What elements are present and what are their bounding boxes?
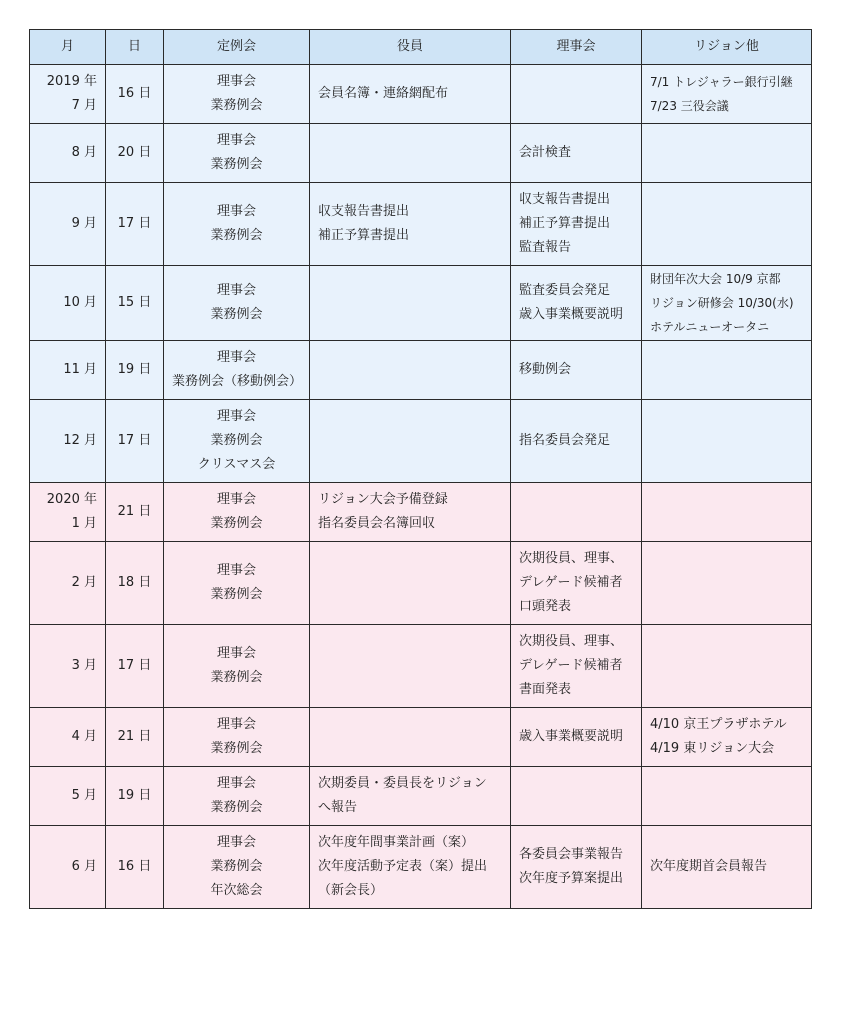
cell-line: 3 月 [71, 658, 97, 673]
regular-meeting-cell [164, 542, 310, 625]
table-row [30, 266, 812, 341]
cell-line: 書面発表 [519, 682, 572, 697]
cell-line: 次年度年間事業計画（案） [318, 835, 475, 850]
table-row [30, 767, 812, 826]
cell-line: 理事会 [216, 835, 256, 850]
schedule-table [29, 29, 812, 909]
cell-line: 7/1 トレジャラー銀行引継 [650, 75, 793, 89]
cell-line: 7/23 三役会議 [650, 99, 729, 113]
region-other-cell [642, 266, 812, 341]
cell-line: 理事会 [216, 133, 256, 148]
day-cell: 21 日 [106, 708, 164, 767]
cell-line: 次年度期首会員報告 [650, 859, 768, 874]
table-header [30, 30, 812, 65]
officers-cell [310, 65, 511, 124]
cell-line: 次年度活動予定表（案）提出 [318, 859, 488, 874]
regular-meeting-cell [164, 708, 310, 767]
cell-line: 監査報告 [519, 240, 572, 255]
board-cell [511, 767, 642, 826]
officers-cell [310, 266, 511, 341]
cell-line: 次期委員・委員長をリジョン [318, 776, 487, 791]
cell-line: 理事会 [216, 563, 256, 578]
cell-line: 業務例会 [210, 157, 263, 172]
cell-line: 補正予算書提出 [519, 216, 611, 231]
table-row [30, 400, 812, 483]
month-cell [30, 767, 106, 826]
cell-line: 業務例会 [210, 741, 263, 756]
cell-line: 会計検査 [519, 145, 572, 160]
month-cell [30, 341, 106, 400]
board-cell [511, 826, 642, 909]
header-month: 月 [30, 30, 106, 65]
day-cell: 17 日 [106, 400, 164, 483]
officers-cell [310, 767, 511, 826]
region-other-cell [642, 542, 812, 625]
table-row [30, 625, 812, 708]
cell-line: 9 月 [71, 216, 97, 231]
cell-line: リジョン研修会 10/30(水) [650, 296, 794, 310]
day-cell: 20 日 [106, 124, 164, 183]
regular-meeting-cell [164, 767, 310, 826]
cell-line: 年次総会 [210, 883, 263, 898]
cell-line: 次期役員、理事、 [519, 634, 624, 649]
header-row [30, 30, 812, 65]
cell-line: 理事会 [216, 283, 256, 298]
board-cell [511, 266, 642, 341]
cell-line: 口頭発表 [519, 599, 572, 614]
officers-cell [310, 341, 511, 400]
table-row [30, 708, 812, 767]
region-other-cell [642, 65, 812, 124]
cell-line: 各委員会事業報告 [519, 847, 624, 862]
cell-line: 収支報告書提出 [318, 204, 410, 219]
cell-line: 補正予算書提出 [318, 228, 410, 243]
cell-line: 歳入事業概要説明 [519, 729, 624, 744]
month-cell [30, 625, 106, 708]
day-cell: 17 日 [106, 183, 164, 266]
month-cell [30, 65, 106, 124]
header-day: 日 [106, 30, 164, 65]
cell-line: 4/19 東リジョン大会 [650, 741, 775, 756]
region-other-cell [642, 708, 812, 767]
cell-line: 理事会 [216, 74, 256, 89]
cell-line: 10 月 [63, 295, 97, 310]
day-cell: 21 日 [106, 483, 164, 542]
header-region-other: リジョン他 [642, 30, 812, 65]
board-cell [511, 341, 642, 400]
region-other-cell [642, 183, 812, 266]
board-cell [511, 65, 642, 124]
cell-line: ホテルニューオータニ [650, 320, 770, 334]
day-cell: 19 日 [106, 341, 164, 400]
cell-line: 指名委員会名簿回収 [318, 516, 436, 531]
cell-line: 業務例会 [210, 516, 263, 531]
region-other-cell [642, 124, 812, 183]
officers-cell [310, 708, 511, 767]
month-cell [30, 400, 106, 483]
officers-cell [310, 826, 511, 909]
cell-line: デレゲード候補者 [519, 658, 623, 673]
month-cell [30, 483, 106, 542]
board-cell [511, 625, 642, 708]
board-cell [511, 124, 642, 183]
cell-line: 4 月 [71, 729, 97, 744]
day-cell: 15 日 [106, 266, 164, 341]
table-row [30, 65, 812, 124]
region-other-cell [642, 483, 812, 542]
cell-line: 財団年次大会 10/9 京都 [650, 272, 781, 286]
region-other-cell [642, 767, 812, 826]
month-cell [30, 183, 106, 266]
cell-line: へ報告 [318, 800, 358, 815]
cell-line: 業務例会 [210, 98, 263, 113]
table-body [30, 65, 812, 909]
region-other-cell [642, 400, 812, 483]
cell-line: （新会長） [318, 883, 384, 898]
cell-line: 理事会 [216, 409, 256, 424]
cell-line: 12 月 [63, 433, 97, 448]
cell-line: 2 月 [71, 575, 97, 590]
table-row [30, 341, 812, 400]
table-row [30, 542, 812, 625]
board-cell [511, 183, 642, 266]
cell-line: 業務例会 [210, 670, 263, 685]
cell-line: 業務例会 [210, 587, 263, 602]
regular-meeting-cell [164, 625, 310, 708]
table-row [30, 124, 812, 183]
regular-meeting-cell [164, 124, 310, 183]
cell-line: 理事会 [216, 204, 256, 219]
cell-line: 業務例会 [210, 433, 263, 448]
cell-line: 会員名簿・連絡網配布 [318, 86, 449, 101]
header-regular-meeting: 定例会 [164, 30, 310, 65]
cell-line: 収支報告書提出 [519, 192, 611, 207]
table-row [30, 483, 812, 542]
cell-line: 業務例会 [210, 307, 263, 322]
month-cell [30, 708, 106, 767]
regular-meeting-cell [164, 183, 310, 266]
officers-cell [310, 124, 511, 183]
cell-line: 2019 年 [46, 74, 97, 89]
month-cell [30, 542, 106, 625]
cell-line: 業務例会 [210, 800, 263, 815]
day-cell: 16 日 [106, 65, 164, 124]
cell-line: 11 月 [63, 362, 97, 377]
month-cell [30, 826, 106, 909]
regular-meeting-cell [164, 826, 310, 909]
board-cell [511, 483, 642, 542]
cell-line: 業務例会（移動例会） [172, 374, 303, 389]
day-cell: 19 日 [106, 767, 164, 826]
cell-line: 理事会 [216, 776, 256, 791]
cell-line: 1 月 [71, 516, 97, 531]
cell-line: 監査委員会発足 [519, 283, 611, 298]
board-cell [511, 400, 642, 483]
cell-line: 4/10 京王プラザホテル [650, 717, 787, 732]
cell-line: 移動例会 [519, 362, 572, 377]
regular-meeting-cell [164, 483, 310, 542]
cell-line: 8 月 [71, 145, 97, 160]
officers-cell [310, 483, 511, 542]
officers-cell [310, 625, 511, 708]
cell-line: リジョン大会予備登録 [318, 492, 448, 507]
table-row [30, 183, 812, 266]
cell-line: 5 月 [71, 788, 97, 803]
cell-line: デレゲード候補者 [519, 575, 623, 590]
region-other-cell [642, 826, 812, 909]
day-cell: 17 日 [106, 625, 164, 708]
region-other-cell [642, 625, 812, 708]
cell-line: クリスマス会 [197, 457, 276, 472]
cell-line: 7 月 [71, 98, 97, 113]
cell-line: 次年度予算案提出 [519, 871, 624, 886]
table-row [30, 826, 812, 909]
day-cell: 16 日 [106, 826, 164, 909]
regular-meeting-cell [164, 65, 310, 124]
cell-line: 理事会 [216, 492, 256, 507]
board-cell [511, 542, 642, 625]
month-cell [30, 124, 106, 183]
day-cell: 18 日 [106, 542, 164, 625]
officers-cell [310, 183, 511, 266]
cell-line: 指名委員会発足 [519, 433, 611, 448]
regular-meeting-cell [164, 400, 310, 483]
region-other-cell [642, 341, 812, 400]
month-cell [30, 266, 106, 341]
cell-line: 6 月 [71, 859, 97, 874]
cell-line: 業務例会 [210, 228, 263, 243]
cell-line: 理事会 [216, 717, 256, 732]
header-board: 理事会 [511, 30, 642, 65]
officers-cell [310, 400, 511, 483]
regular-meeting-cell [164, 341, 310, 400]
cell-line: 次期役員、理事、 [519, 551, 624, 566]
cell-line: 理事会 [216, 350, 256, 365]
cell-line: 理事会 [216, 646, 256, 661]
regular-meeting-cell [164, 266, 310, 341]
cell-line: 2020 年 [46, 492, 97, 507]
board-cell [511, 708, 642, 767]
header-officers: 役員 [310, 30, 511, 65]
cell-line: 業務例会 [210, 859, 263, 874]
officers-cell [310, 542, 511, 625]
cell-line: 歳入事業概要説明 [519, 307, 624, 322]
